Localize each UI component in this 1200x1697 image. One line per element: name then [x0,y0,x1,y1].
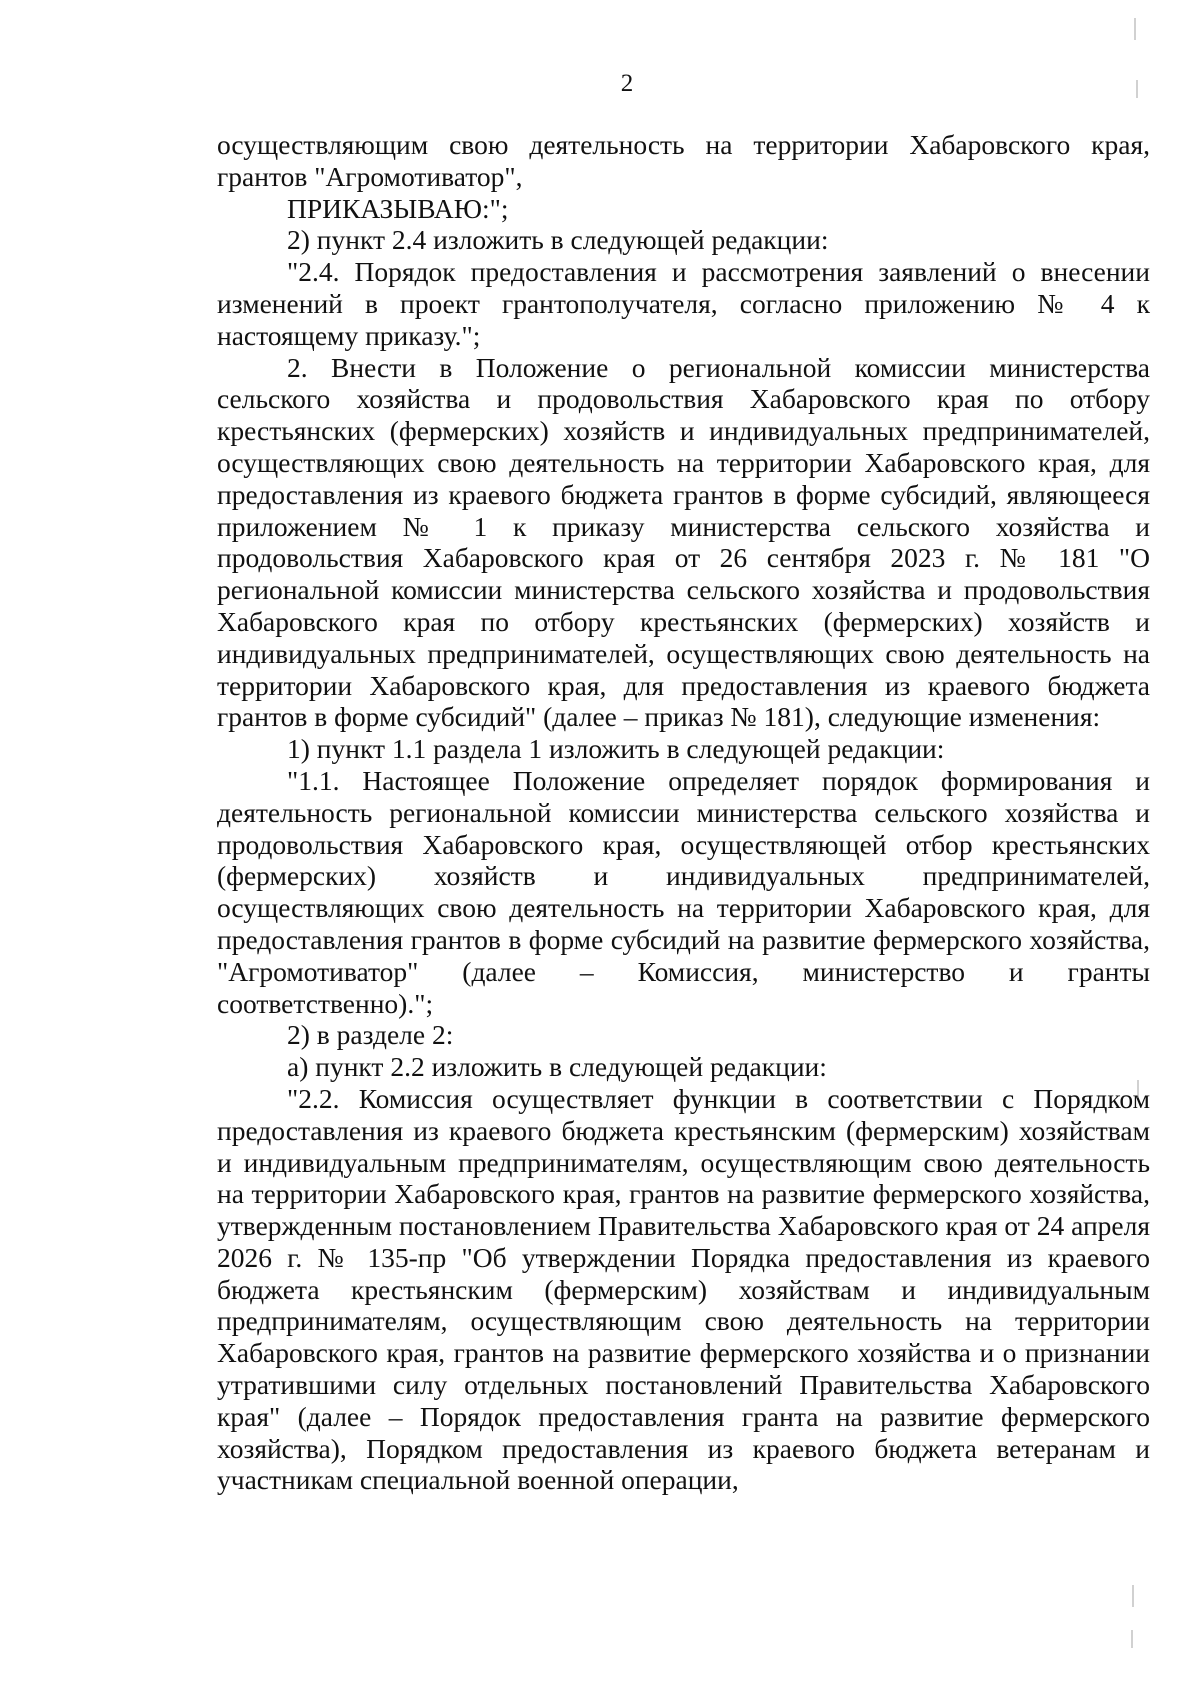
paragraph-clause-2-2: "2.2. Комиссия осуществляет функции в соответствии с Порядком предоставления из краевого бюджета крестьянским (фермерским) хозяйствам и индивидуальным предпринимателям, осуществляющим свою деятельность на территории Хабаровского края, грантов на развитие фермерского хозяйства, утвержденным постановлением Правительства Хабаровского края от 24 апреля 2026 г. № 135-пр "Об утверждении Порядка предоставления из краевого бюджета крестьянским (фермерским) хозяйствам и индивидуальным предпринимателям, осуществляющим свою деятельность на территории Хабаровского края, грантов на развитие фермерского хозяйства и о признании утратившими силу отдельных постановлений Правительства Хабаровского края" (далее – Порядок предоставления гранта на развитие фермерского хозяйства), Порядком предоставления из краевого бюджета ветеранам и участникам специальной военной операции, [217,1082,1150,1496]
paragraph-order-command: ПРИКАЗЫВАЮ:"; [287,192,509,224]
paragraph-opening-continuation: осуществляющим свою деятельность на территории Хабаровского края, грантов "Агромотиватор", [217,129,1150,192]
paragraph-section-2-amendment: 2. Внести в Положение о региональной комиссии министерства сельского хозяйства и продовольствия Хабаровского края по отбору крестьянских (фермерских) хозяйств и индивидуальных предпринимателей, осуществляющих свою деятельность на территории Хабаровского края, для предоставления из краевого бюджета грантов в форме субсидий, являющееся приложением № 1 к приказу министерства сельского хозяйства и продовольствия Хабаровского края от 26 сентября 2023 г. № 181 "О региональной комиссии министерства сельского хозяйства и продовольствия Хабаровского края по отбору крестьянских (фермерских) хозяйств и индивидуальных предпринимателей, осуществляющих свою деятельность на территории Хабаровского края, для предоставления из краевого бюджета грантов в форме субсидий" (далее – приказ № 181), следующие изменения: [217,351,1150,733]
scan-mark-top-right [1134,18,1136,40]
paragraph-section-2-heading: 2) в разделе 2: [287,1019,454,1051]
paragraph-subitem-a: а) пункт 2.2 изложить в следующей редакции: [287,1051,827,1083]
scan-mark-bottom-right [1131,1630,1133,1648]
page-number: 2 [620,70,634,97]
scan-mark-upper-right [1136,80,1138,98]
paragraph-clause-2-4: "2.4. Порядок предоставления и рассмотрения заявлений о внесении изменений в проект грантополучателя, согласно приложению № 4 к настоящему приказу."; [217,256,1150,351]
paragraph-item-1: 1) пункт 1.1 раздела 1 изложить в следующей редакции: [287,733,945,765]
paragraph-item-2: 2) пункт 2.4 изложить в следующей редакции: [287,224,829,256]
scan-mark-middle-right [1137,1080,1139,1098]
scan-mark-lower-right [1132,1585,1134,1607]
paragraph-clause-1-1: "1.1. Настоящее Положение определяет порядок формирования и деятельность региональной комиссии министерства сельского хозяйства и продовольствия Хабаровского края, осуществляющей отбор крестьянских (фермерских) хозяйств и индивидуальных предпринимателей, осуществляющих свою деятельность на территории Хабаровского края, для предоставления грантов в форме субсидий на развитие фермерского хозяйства, "Агромотиватор" (далее – Комиссия, министерство и гранты соответственно)."; [217,764,1150,1019]
document-body [217,129,1150,1496]
